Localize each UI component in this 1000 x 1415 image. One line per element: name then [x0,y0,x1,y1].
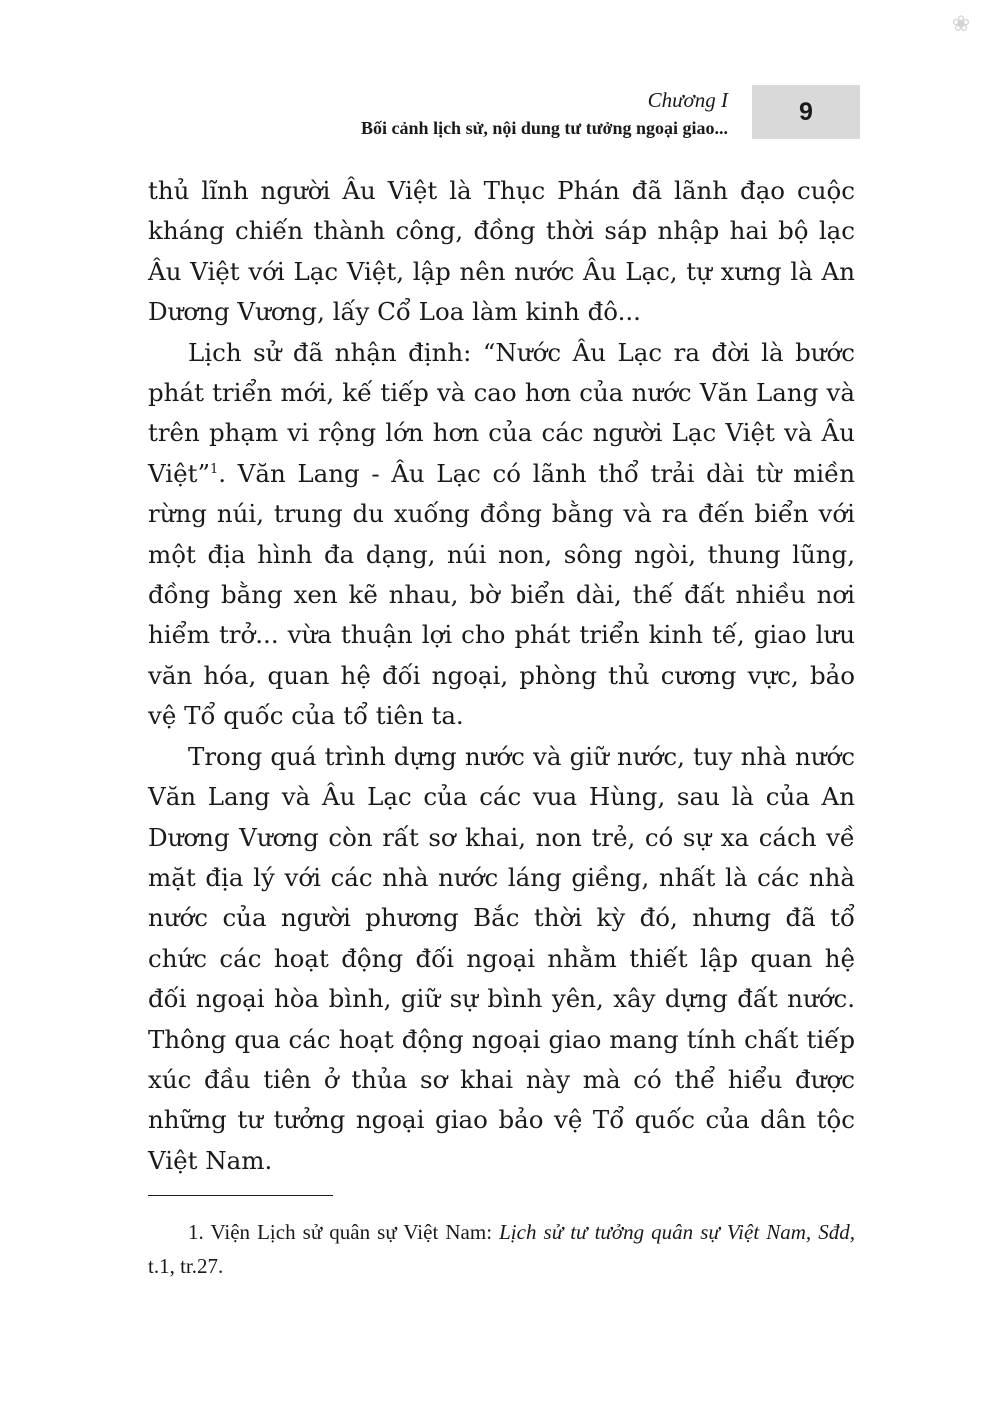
decorative-flower-icon: ❀ [951,12,971,37]
footnote-author: Viện Lịch sử quân sự Việt Nam: [210,1220,500,1244]
footnote-divider [148,1195,333,1196]
footnote-reference[interactable]: 1 [209,461,219,477]
footnote-number: 1. [188,1220,211,1244]
footnote [148,1215,855,1283]
chapter-label: Chương I [647,88,728,112]
footnote-location: t.1, tr.27. [148,1254,224,1278]
chapter-title: Bối cảnh lịch sử, nội dung tư tưởng ngoại giao... [361,118,728,138]
body-text [148,171,855,1181]
running-header [361,88,728,140]
footnote-title: Lịch sử tư tưởng quân sự Việt Nam, Sđd, [499,1220,855,1244]
paragraph-1: thủ lĩnh người Âu Việt là Thục Phán đã lãnh đạo cuộc kháng chiến thành công, đồng thời sáp nhập hai bộ lạc Âu Việt với Lạc Việt, lập nên nước Âu Lạc, tự xưng là An Dương Vương, lấy Cổ Loa làm kinh đô... [148,176,855,327]
paragraph-2-continuation: . Văn Lang - Âu Lạc có lãnh thổ trải dài từ miền rừng núi, trung du xuống đồng bằng và ra đến biển với một địa hình đa dạng, núi non, sông ngòi, thung lũng, đồng bằng xen kẽ nhau, bờ biển dài, thế đất nhiều nơi hiểm trở... vừa thuận lợi cho phát triển kinh tế, giao lưu văn hóa, quan hệ đối ngoại, phòng thủ cương vực, bảo vệ Tổ quốc của tổ tiên ta. [148,458,855,731]
page-number-box [752,85,860,139]
paragraph-3: Trong quá trình dựng nước và giữ nước, tuy nhà nước Văn Lang và Âu Lạc của các vua Hùng, sau là của An Dương Vương còn rất sơ khai, non trẻ, có sự xa cách về mặt địa lý với các nhà nước láng giềng, nhất là các nhà nước của người phương Bắc thời kỳ đó, nhưng đã tổ chức các hoạt động đối ngoại nhằm thiết lập quan hệ đối ngoại hòa bình, giữ sự bình yên, xây dựng đất nước. Thông qua các hoạt động ngoại giao mang tính chất tiếp xúc đầu tiên ở thủa sơ khai này mà có thể hiểu được những tư tưởng ngoại giao bảo vệ Tổ quốc của dân tộc Việt Nam. [148,741,855,1175]
page-number: 9 [799,97,813,126]
paragraph-2 [148,333,855,737]
paragraph-2-quote: Lịch sử đã nhận định: “Nước Âu Lạc ra đời là bước phát triển mới, kế tiếp và cao hơn của nước Văn Lang và trên phạm vi rộng lớn hơn của các người Lạc Việt và Âu Việt” [148,337,855,488]
